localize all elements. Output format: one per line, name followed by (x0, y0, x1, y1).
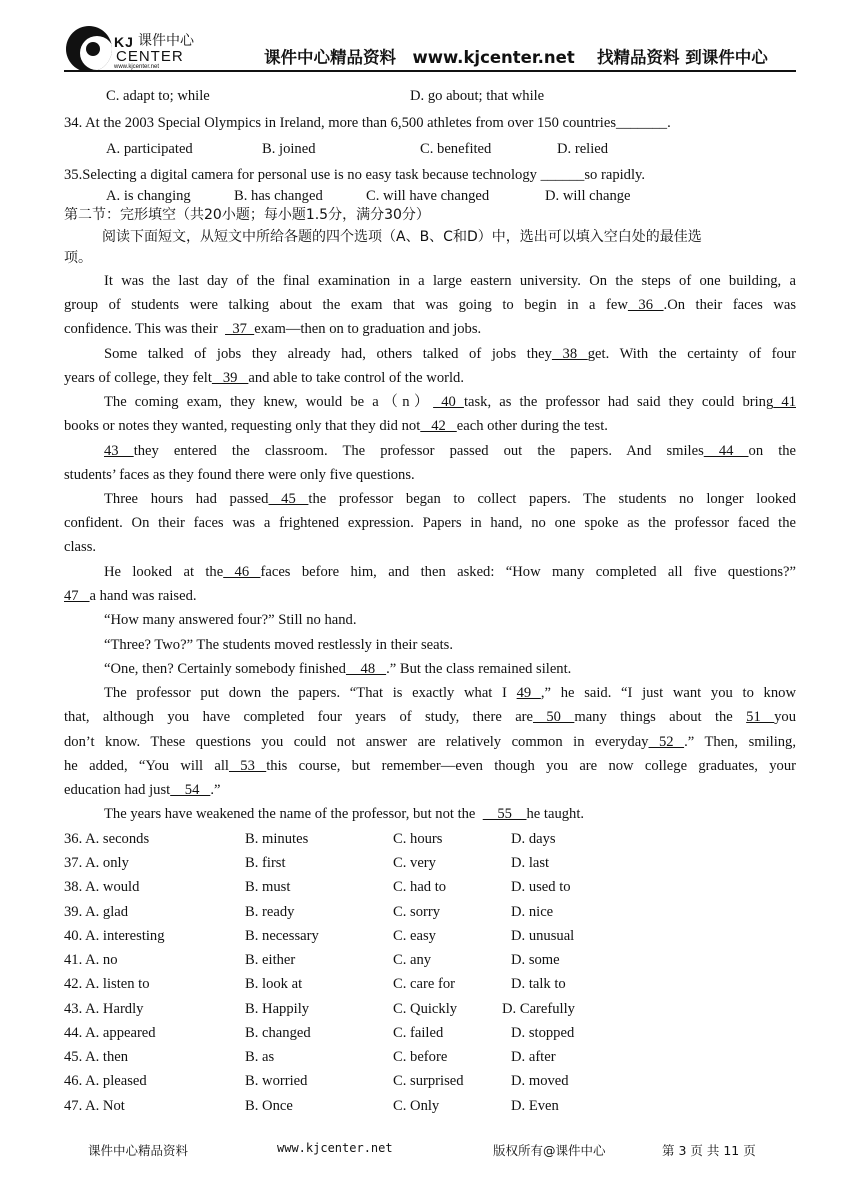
passage-p6-line1: He looked at the 46 faces before him, and then asked: “How many completed all five questions?” (104, 564, 797, 580)
option-47-d: D. Even (511, 1098, 559, 1114)
passage-p5-line2: confident. On their faces was a frightened expression. Papers in hand, no one spoke as the professor faced the (64, 515, 796, 531)
q35-option-a: A. is changing (106, 188, 191, 204)
option-37-b: B. first (245, 855, 286, 871)
option-45-d: D. after (511, 1049, 556, 1065)
logo-kj: KJ (114, 34, 134, 50)
passage-p10-line1: The professor put down the papers. “That is exactly what I 49 ,” he said. “I just want you to know (104, 685, 796, 701)
option-47-b: B. Once (245, 1098, 293, 1114)
option-43-b: B. Happily (245, 1001, 310, 1017)
footer-url: www.kjcenter.net (277, 1141, 393, 1155)
option-42-a: 42. A. listen to (64, 976, 150, 992)
option-42-c: C. care for (393, 976, 455, 992)
option-44-a: 44. A. appeared (64, 1025, 156, 1041)
blank-40: 40 (433, 394, 464, 410)
q35-option-c: C. will have changed (366, 188, 490, 204)
blank-52: 52 (648, 734, 685, 750)
option-47-c: C. Only (393, 1098, 440, 1114)
option-41-b: B. either (245, 952, 296, 968)
logo-cn: 课件中心 (138, 33, 194, 49)
q33-option-c: C. adapt to; while (106, 88, 210, 104)
header-rule (64, 70, 796, 72)
passage-p5-line1: Three hours had passed 45 the professor began to collect papers. The students no longer looked (104, 491, 796, 507)
option-43-c: C. Quickly (393, 1001, 458, 1017)
q34-option-c: C. benefited (420, 141, 492, 157)
option-40-a: 40. A. interesting (64, 928, 165, 944)
footer-page-number: 第 3 页 共 11 页 (662, 1143, 756, 1158)
footer-left: 课件中心精品资料 (88, 1143, 189, 1158)
q34-stem: 34. At the 2003 Special Olympics in Ireland, more than 6,500 athletes from over 150 countries_______. (64, 115, 671, 131)
option-43-a: 43. A. Hardly (64, 1001, 144, 1017)
page-header (0, 0, 860, 80)
option-37-c: C. very (393, 855, 436, 871)
blank-49: 49 (516, 685, 541, 701)
option-39-d: D. nice (511, 904, 554, 920)
option-38-d: D. used to (511, 879, 571, 895)
passage-p10-line2: that, although you have completed four years of study, there are 50 many things about the 51 you (64, 709, 797, 725)
option-46-c: C. surprised (393, 1073, 464, 1089)
q34-option-b: B. joined (262, 141, 316, 157)
option-46-b: B. worried (245, 1073, 308, 1089)
option-39-b: B. ready (245, 904, 295, 920)
passage-p7: “How many answered four?” Still no hand. (104, 612, 357, 628)
section-instructions-1: 阅读下面短文，从短文中所给各题的四个选项（A、B、C和D）中，选出可以填入空白处的最佳选 (102, 229, 702, 245)
passage-p6-line2: 47 a hand was raised. (64, 588, 197, 604)
option-42-d: D. talk to (511, 976, 566, 992)
passage-p2-line2: years of college, they felt 39 and able to take control of the world. (64, 370, 464, 386)
blank-50: 50 (533, 709, 575, 725)
option-41-d: D. some (511, 952, 560, 968)
q35-stem: 35.Selecting a digital camera for personal use is no easy task because technology ______so rapidly. (64, 167, 646, 183)
passage-p1-line2: group of students were talking about the exam that was going to begin in a few 36 .On their faces was (64, 297, 797, 313)
option-40-d: D. unusual (511, 928, 575, 944)
passage-p4-line2: students’ faces as they found there were only five questions. (64, 467, 415, 483)
option-43-d: D. Carefully (502, 1001, 575, 1017)
blank-41: 41 (773, 394, 796, 410)
blank-43: 43 (104, 443, 134, 459)
logo-center: CENTER (116, 48, 184, 65)
q35-option-b: B. has changed (234, 188, 323, 204)
blank-51: 51 (746, 709, 775, 725)
option-45-b: B. as (245, 1049, 275, 1065)
blank-39: 39 (211, 370, 249, 386)
option-44-d: D. stopped (511, 1025, 575, 1041)
logo-swoosh-icon (66, 26, 112, 72)
option-36-b: B. minutes (245, 831, 309, 847)
blank-37: 37 (225, 321, 255, 337)
passage-p11: The years have weakened the name of the professor, but not the 55 he taught. (104, 806, 585, 822)
q33-option-d: D. go about; that while (410, 88, 545, 104)
option-44-c: C. failed (393, 1025, 444, 1041)
option-44-b: B. changed (245, 1025, 311, 1041)
passage-p8: “Three? Two?” The students moved restlessly in their seats. (104, 637, 453, 653)
option-46-d: D. moved (511, 1073, 569, 1089)
blank-46: 46 (223, 564, 261, 580)
option-42-b: B. look at (245, 976, 303, 992)
option-45-a: 45. A. then (64, 1049, 129, 1065)
blank-47: 47 (64, 588, 90, 604)
kjcenter-logo (62, 24, 212, 76)
blank-45: 45 (268, 491, 309, 507)
option-37-a: 37. A. only (64, 855, 129, 871)
passage-p3-line2: books or notes they wanted, requesting only that they did not 42 each other during the test. (64, 418, 608, 434)
passage-p1-line1: It was the last day of the final examination in a large eastern university. On the steps of one building, a (104, 273, 796, 289)
section-instructions-2: 项。 (64, 250, 92, 266)
passage-p4-line1: 43 they entered the classroom. The professor passed out the papers. And smiles 44 on the (104, 443, 797, 459)
blank-44: 44 (703, 443, 749, 459)
logo-url: www.kjcenter.net (114, 64, 160, 70)
option-38-a: 38. A. would (64, 879, 140, 895)
option-41-a: 41. A. no (64, 952, 118, 968)
blank-36: 36 (627, 297, 664, 313)
option-40-c: C. easy (393, 928, 436, 944)
option-36-a: 36. A. seconds (64, 831, 150, 847)
q34-blank: _______ (616, 115, 668, 131)
option-39-a: 39. A. glad (64, 904, 129, 920)
q34-option-d: D. relied (557, 141, 609, 157)
option-40-b: B. necessary (245, 928, 319, 944)
header-title: 课件中心精品资料 www.kjcenter.net 找精品资料 到课件中心 (264, 48, 768, 67)
option-41-c: C. any (393, 952, 432, 968)
option-36-c: C. hours (393, 831, 443, 847)
section-heading: 第二节：完形填空（共20小题；每小题1.5分，满分30分） (64, 207, 430, 223)
option-38-c: C. had to (393, 879, 447, 895)
passage-p3-line1: The coming exam, they knew, would be a（n） 40 task, as the professor had said they could bring 41 (104, 394, 796, 410)
option-38-b: B. must (245, 879, 291, 895)
passage-p9: “One, then? Certainly somebody finished 48 .” But the class remained silent. (104, 661, 572, 677)
option-36-d: D. days (511, 831, 556, 847)
blank-53: 53 (228, 758, 267, 774)
passage-p5-line3: class. (64, 539, 97, 555)
option-47-a: 47. A. Not (64, 1098, 125, 1114)
passage-p10-line5: education had just 54 .” (64, 782, 221, 798)
blank-54: 54 (170, 782, 211, 798)
option-39-c: C. sorry (393, 904, 441, 920)
q34-option-a: A. participated (106, 141, 193, 157)
passage-p1-line3: confidence. This was their 37 exam—then on to graduation and jobs. (64, 321, 482, 337)
passage-p10-line3: don’t know. These questions you could not answer are relatively common in everyday 52 .” Then, smiling, (64, 734, 797, 750)
footer-copyright: 版权所有@课件中心 (493, 1143, 606, 1158)
option-46-a: 46. A. pleased (64, 1073, 147, 1089)
blank-42: 42 (420, 418, 457, 434)
q35-option-d: D. will change (545, 188, 631, 204)
option-37-d: D. last (511, 855, 550, 871)
blank-38: 38 (551, 346, 588, 362)
blank-55: 55 (482, 806, 527, 822)
passage-p10-line4: he added, “You will all 53 this course, but remember—even though you are now college graduates, your (64, 758, 796, 774)
option-45-c: C. before (393, 1049, 448, 1065)
blank-48: 48 (345, 661, 387, 677)
passage-p2-line1: Some talked of jobs they already had, others talked of jobs they 38 get. With the certainty of four (104, 346, 796, 362)
